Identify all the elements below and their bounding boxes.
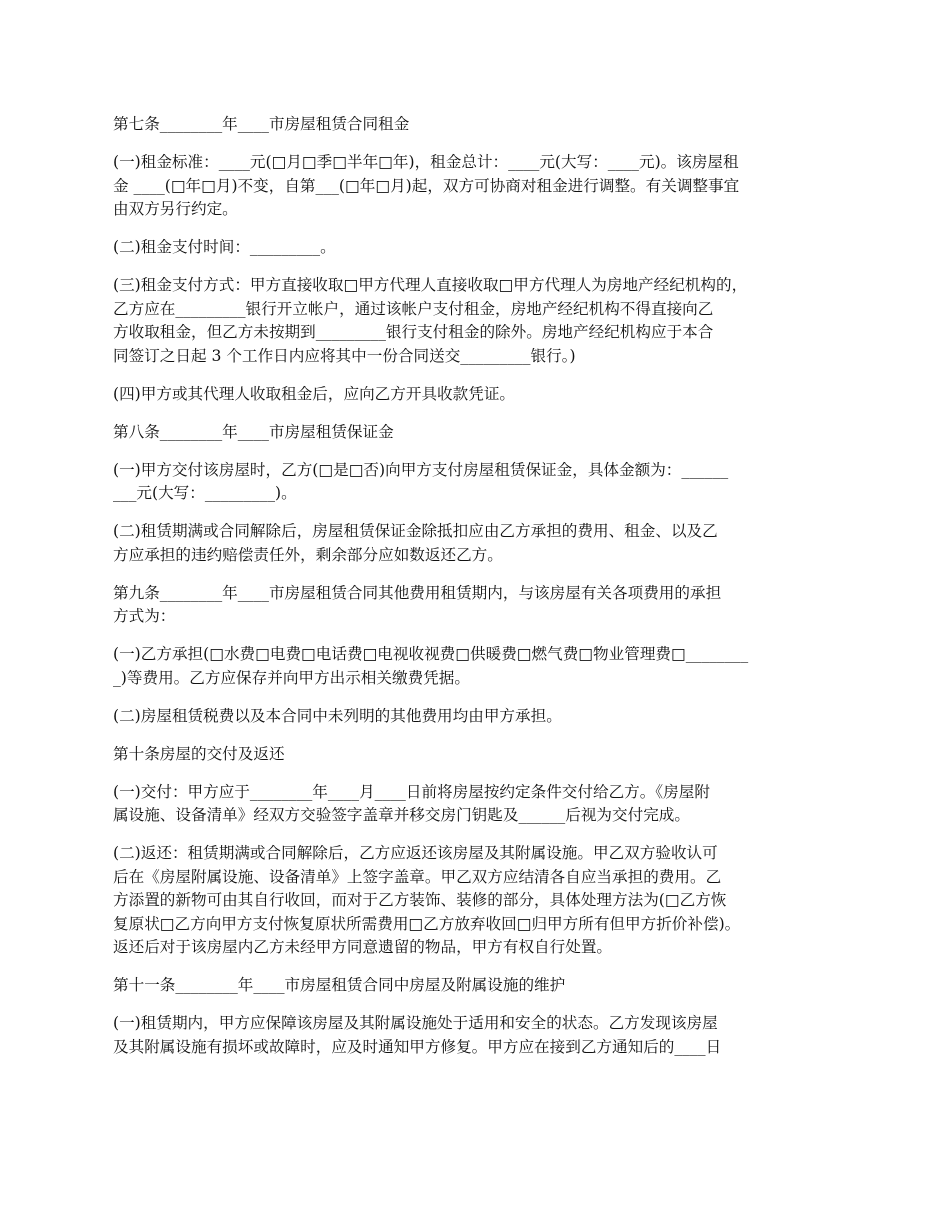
text-line: (一)乙方承担(□水费□电费□电话费□电视收视费□供暖费□燃气费□物业管理费□________	[113, 645, 749, 663]
text-line: 复原状□乙方向甲方支付恢复原状所需费用□乙方放弃收回□归甲方所有但甲方折价补偿)。	[113, 914, 741, 933]
paragraph	[113, 383, 838, 407]
text-line: (一)租金标准：____元(□月□季□半年□年)，租金总计：____元(大写：____元)。该房屋租	[113, 153, 739, 171]
paragraph	[113, 421, 838, 445]
text-line: 第十条房屋的交付及返还	[113, 744, 285, 763]
text-line: 同签订之日起 3 个工作日内应将其中一份合同送交_________银行。)	[113, 346, 576, 365]
paragraph	[113, 743, 838, 767]
text-line: (一)交付：甲方应于________年____月____日前将房屋按约定条件交付给乙方。《房屋附	[113, 782, 710, 801]
text-line: 方添置的新物可由其自行收回，而对于乙方装饰、装修的部分，具体处理方法为(□乙方恢	[113, 891, 727, 909]
paragraph	[113, 459, 838, 506]
document-page	[113, 113, 838, 1074]
paragraph	[113, 520, 838, 567]
text-line: 金 ____(□年□月)不变，自第___(□年□月)起，双方可协商对租金进行调整。有关调整事宜	[113, 176, 740, 195]
text-line: 方式为：	[113, 607, 176, 625]
text-line: 方收取租金，但乙方未按期到_________银行支付租金的除外。房地产经纪机构应于本合	[113, 323, 714, 341]
paragraph	[113, 113, 838, 137]
paragraph	[113, 974, 838, 998]
paragraph	[113, 274, 838, 368]
text-line: _)等费用。乙方应保存并向甲方出示相关缴费凭据。	[113, 668, 470, 687]
text-line: (三)租金支付方式：甲方直接收取□甲方代理人直接收取□甲方代理人为房地产经纪机构的，	[113, 276, 748, 294]
text-line: (二)房屋租赁税费以及本合同中未列明的其他费用均由甲方承担。	[113, 706, 562, 725]
text-line: 返还后对于该房屋内乙方未经甲方同意遗留的物品，甲方有权自行处置。	[113, 938, 613, 956]
paragraph	[113, 151, 838, 222]
text-line: 乙方应在_________银行开立帐户，通过该帐户支付租金，房地产经纪机构不得直接向乙	[113, 299, 714, 318]
text-line: 第八条________年____市房屋租赁保证金	[113, 422, 394, 441]
text-line: (四)甲方或其代理人收取租金后，应向乙方开具收款凭证。	[113, 384, 516, 403]
text-line: ___元(大写：_________)。	[113, 484, 297, 502]
text-line: 第十一条________年____市房屋租赁合同中房屋及附属设施的维护	[113, 976, 566, 994]
text-line: (二)租金支付时间：_________。	[113, 238, 336, 256]
paragraph	[113, 1012, 838, 1059]
text-line: (二)租赁期满或合同解除后，房屋租赁保证金除抵扣应由乙方承担的费用、租金、以及乙	[113, 522, 718, 540]
text-line: 属设施、设备清单》经双方交验签字盖章并移交房门钥匙及______后视为交付完成。	[113, 806, 690, 824]
paragraph	[113, 236, 838, 260]
text-line: 由双方另行约定。	[113, 200, 238, 218]
text-line: (一)甲方交付该房屋时，乙方(□是□否)向甲方支付房屋租赁保证金，具体金额为：______	[113, 460, 729, 479]
paragraph	[113, 705, 838, 729]
text-line: 及其附属设施有损坏或故障时，应及时通知甲方修复。甲方应在接到乙方通知后的____日	[113, 1037, 722, 1056]
text-line: 后在《房屋附属设施、设备清单》上签字盖章。甲乙双方应结清各自应当承担的费用。乙	[113, 867, 722, 886]
text-line: 第九条________年____市房屋租赁合同其他费用租赁期内，与该房屋有关各项费用的承担	[113, 583, 722, 602]
text-line: (二)返还：租赁期满或合同解除后，乙方应返还该房屋及其附属设施。甲乙双方验收认可	[113, 844, 718, 862]
paragraph	[113, 781, 838, 828]
text-line: 第七条________年____市房屋租赁合同租金	[113, 115, 410, 133]
paragraph	[113, 842, 838, 960]
paragraph	[113, 582, 838, 629]
text-line: 方应承担的违约赔偿责任外，剩余部分应如数返还乙方。	[113, 545, 503, 564]
text-line: (一)租赁期内，甲方应保障该房屋及其附属设施处于适用和安全的状态。乙方发现该房屋	[113, 1014, 718, 1032]
paragraph	[113, 643, 838, 690]
